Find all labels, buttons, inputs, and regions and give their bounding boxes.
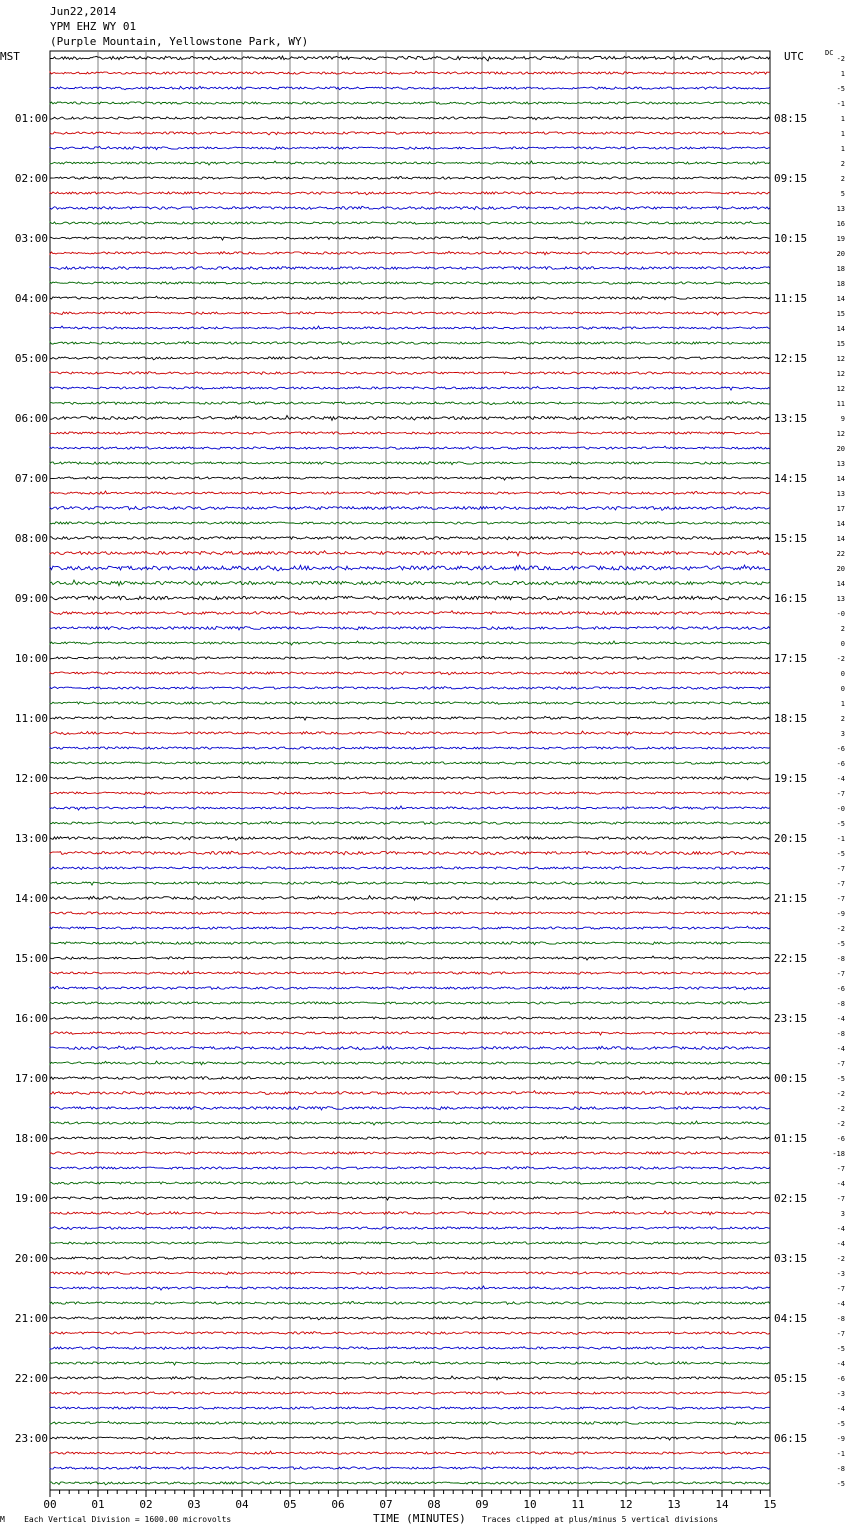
dc-offset-label: -6 [836, 1375, 845, 1383]
dc-offset-label: 1 [840, 145, 845, 153]
x-tick-label: 04 [235, 1498, 249, 1511]
dc-offset-label: -1 [836, 1450, 845, 1458]
dc-offset-label: 1 [840, 700, 845, 708]
seismic-trace [50, 656, 770, 659]
dc-offset-label: 1 [840, 115, 845, 123]
seismic-trace [50, 1272, 770, 1275]
right-hour-label: 05:15 [774, 1372, 808, 1385]
seismic-trace [50, 866, 770, 869]
dc-offset-label: -7 [836, 1060, 845, 1068]
dc-offset-label: -5 [836, 1345, 845, 1353]
seismic-trace [50, 296, 770, 300]
dc-offset-label: -4 [836, 1300, 845, 1308]
left-hour-label: 08:00 [14, 532, 48, 545]
seismic-trace [50, 491, 770, 494]
dc-offset-label: -8 [836, 1030, 845, 1038]
seismic-trace [50, 132, 770, 135]
dc-offset-label: 17 [836, 505, 845, 513]
dc-offset-label: -4 [836, 1180, 845, 1188]
seismic-trace [50, 551, 770, 556]
dc-offset-label: 19 [836, 235, 845, 243]
station-location: (Purple Mountain, Yellowstone Park, WY) [50, 35, 309, 48]
left-hour-label: 11:00 [14, 712, 48, 725]
seismic-trace [50, 1167, 770, 1170]
seismic-trace [50, 1031, 770, 1035]
dc-offset-label: -2 [836, 1120, 845, 1128]
seismic-trace [50, 716, 770, 720]
seismic-trace [50, 86, 770, 89]
x-tick-label: 09 [475, 1498, 489, 1511]
dc-offset-label: -2 [836, 655, 845, 663]
dc-offset-label: 20 [836, 565, 845, 573]
dc-offset-label: 12 [836, 370, 845, 378]
seismic-trace [50, 432, 770, 434]
seismic-trace [50, 912, 770, 914]
seismic-trace [50, 806, 770, 810]
left-hour-label: 05:00 [14, 352, 48, 365]
seismic-trace [50, 341, 770, 344]
dc-offset-label: -0 [836, 610, 845, 618]
seismic-trace [50, 762, 770, 764]
seismic-trace [50, 926, 770, 929]
right-hour-label: 03:15 [774, 1252, 808, 1265]
dc-offset-label: -5 [836, 850, 845, 858]
right-hour-label: 08:15 [774, 112, 808, 125]
right-hour-label: 01:15 [774, 1132, 808, 1145]
x-tick-label: 10 [523, 1498, 537, 1511]
dc-offset-label: 13 [836, 205, 845, 213]
seismic-trace [50, 626, 770, 630]
seismic-trace [50, 462, 770, 465]
station-id: YPM EHZ WY 01 [50, 20, 137, 33]
dc-offset-label: -6 [836, 985, 845, 993]
clip-note: Traces clipped at plus/minus 5 vertical divisions [482, 1515, 719, 1524]
seismic-trace [50, 971, 770, 974]
seismic-trace [50, 416, 770, 421]
dc-offset-label: 1 [840, 130, 845, 138]
seismic-trace [50, 372, 770, 375]
dc-offset-label: 0 [840, 685, 845, 693]
right-hour-label: 21:15 [774, 892, 808, 905]
dc-offset-label: 13 [836, 595, 845, 603]
seismic-trace [50, 611, 770, 615]
right-hour-label: 16:15 [774, 592, 808, 605]
dc-offset-label: 20 [836, 445, 845, 453]
seismic-trace [50, 117, 770, 120]
seismic-trace [50, 1196, 770, 1200]
dc-offset-label: -5 [836, 1480, 845, 1488]
dc-offset-label: 22 [836, 550, 845, 558]
dc-offset-label: -7 [836, 970, 845, 978]
left-hour-label: 16:00 [14, 1012, 48, 1025]
seismic-trace [50, 401, 770, 404]
dc-offset-label: -8 [836, 955, 845, 963]
right-hour-label: 02:15 [774, 1192, 808, 1205]
seismic-trace [50, 837, 770, 841]
dc-offset-label: -5 [836, 1075, 845, 1083]
dc-offset-label: -7 [836, 1285, 845, 1293]
x-tick-label: 03 [187, 1498, 201, 1511]
left-hour-label: 09:00 [14, 592, 48, 605]
dc-offset-label: -4 [836, 1045, 845, 1053]
left-hour-label: 13:00 [14, 832, 48, 845]
dc-offset-label: 12 [836, 430, 845, 438]
seismic-trace [50, 942, 770, 945]
dc-offset-label: -7 [836, 1330, 845, 1338]
left-timezone-label: MST [0, 50, 20, 63]
dc-offset-label: 12 [836, 355, 845, 363]
seismic-trace [50, 1002, 770, 1005]
seismic-trace [50, 1286, 770, 1290]
right-hour-label: 09:15 [774, 172, 808, 185]
dc-offset-label: 9 [840, 415, 845, 423]
dc-offset-label: -5 [836, 940, 845, 948]
dc-offset-label: 13 [836, 490, 845, 498]
seismic-trace [50, 1152, 770, 1155]
seismic-trace [50, 1436, 770, 1440]
x-tick-label: 11 [571, 1498, 585, 1511]
left-hour-label: 17:00 [14, 1072, 48, 1085]
seismic-trace [50, 1256, 770, 1259]
seismic-trace [50, 446, 770, 449]
dc-offset-label: 18 [836, 265, 845, 273]
right-hour-label: 04:15 [774, 1312, 808, 1325]
dc-offset-label: -7 [836, 790, 845, 798]
dc-offset-label: -7 [836, 895, 845, 903]
dc-offset-label: 13 [836, 460, 845, 468]
dc-offset-label: 5 [840, 190, 845, 198]
dc-offset-header: DC [825, 49, 834, 57]
dc-offset-label: -8 [836, 1315, 845, 1323]
right-hour-label: 23:15 [774, 1012, 808, 1025]
seismic-trace [50, 881, 770, 885]
seismic-trace [50, 146, 770, 149]
x-tick-label: 05 [283, 1498, 297, 1511]
seismic-trace [50, 1421, 770, 1425]
left-hour-label: 20:00 [14, 1252, 48, 1265]
right-hour-label: 00:15 [774, 1072, 808, 1085]
left-hour-label: 15:00 [14, 952, 48, 965]
dc-offset-label: 2 [840, 625, 845, 633]
left-hour-label: 03:00 [14, 232, 48, 245]
seismic-trace [50, 687, 770, 690]
dc-offset-label: -6 [836, 745, 845, 753]
seismic-trace [50, 251, 770, 255]
right-hour-label: 22:15 [774, 952, 808, 965]
x-tick-label: 15 [763, 1498, 777, 1511]
plot-date: Jun22,2014 [50, 5, 117, 18]
seismic-trace [50, 1317, 770, 1320]
dc-offset-label: -5 [836, 85, 845, 93]
seismic-trace [50, 476, 770, 480]
seismic-trace [50, 1392, 770, 1394]
dc-offset-label: -7 [836, 865, 845, 873]
right-hour-label: 14:15 [774, 472, 808, 485]
dc-offset-label: -5 [836, 1420, 845, 1428]
seismic-trace [50, 731, 770, 735]
dc-offset-label: 16 [836, 220, 845, 228]
dc-offset-label: -7 [836, 1165, 845, 1173]
dc-offset-label: 15 [836, 340, 845, 348]
seismic-trace [50, 236, 770, 240]
seismic-trace [50, 1106, 770, 1110]
right-hour-label: 13:15 [774, 412, 808, 425]
dc-offset-label: -8 [836, 1465, 845, 1473]
left-hour-label: 22:00 [14, 1372, 48, 1385]
x-tick-label: 00 [43, 1498, 57, 1511]
left-hour-label: 04:00 [14, 292, 48, 305]
left-hour-label: 01:00 [14, 112, 48, 125]
seismic-trace [50, 522, 770, 525]
seismic-trace [50, 206, 770, 209]
seismic-trace [50, 747, 770, 749]
dc-offset-label: -3 [836, 1390, 845, 1398]
seismic-trace [50, 1346, 770, 1349]
seismic-trace [50, 1136, 770, 1139]
left-hour-label: 06:00 [14, 412, 48, 425]
seismic-trace [50, 282, 770, 284]
dc-offset-label: -2 [836, 1255, 845, 1263]
dc-offset-label: -5 [836, 820, 845, 828]
seismic-trace [50, 1482, 770, 1485]
seismic-trace [50, 956, 770, 960]
dc-offset-label: -4 [836, 775, 845, 783]
left-hour-label: 19:00 [14, 1192, 48, 1205]
dc-offset-label: -1 [836, 100, 845, 108]
right-hour-label: 19:15 [774, 772, 808, 785]
dc-offset-label: -2 [836, 1090, 845, 1098]
x-tick-label: 02 [139, 1498, 153, 1511]
dc-offset-label: 2 [840, 715, 845, 723]
seismic-trace [50, 896, 770, 900]
seismic-trace [50, 1227, 770, 1230]
right-timezone-label: UTC [784, 50, 804, 63]
dc-offset-label: 14 [836, 475, 845, 483]
seismic-trace [50, 1376, 770, 1380]
x-tick-label: 13 [667, 1498, 681, 1511]
seismic-trace [50, 386, 770, 390]
dc-offset-label: 20 [836, 250, 845, 258]
left-hour-label: 23:00 [14, 1432, 48, 1445]
seismic-trace [50, 56, 770, 61]
seismic-trace [50, 312, 770, 315]
dc-offset-label: 2 [840, 160, 845, 168]
dc-offset-label: -4 [836, 1405, 845, 1413]
seismic-trace [50, 641, 770, 645]
dc-offset-label: -7 [836, 880, 845, 888]
dc-offset-label: 14 [836, 520, 845, 528]
dc-offset-label: 3 [840, 1210, 845, 1218]
scale-note [0, 1515, 231, 1524]
seismic-trace [50, 1046, 770, 1050]
dc-offset-label: -0 [836, 805, 845, 813]
seismic-trace [50, 1361, 770, 1365]
dc-offset-label: -4 [836, 1360, 845, 1368]
seismic-trace [50, 1332, 770, 1335]
dc-offset-label: -6 [836, 1135, 845, 1143]
seismic-trace [50, 702, 770, 705]
x-tick-label: 07 [379, 1498, 393, 1511]
left-hour-label: 07:00 [14, 472, 48, 485]
seismic-trace [50, 1121, 770, 1125]
right-hour-label: 11:15 [774, 292, 808, 305]
dc-offset-label: 18 [836, 280, 845, 288]
left-hour-label: 12:00 [14, 772, 48, 785]
x-axis-label: TIME (MINUTES) [373, 1512, 466, 1525]
x-tick-label: 14 [715, 1498, 729, 1511]
right-hour-label: 12:15 [774, 352, 808, 365]
seismic-trace [50, 1466, 770, 1469]
dc-offset-label: -2 [836, 55, 845, 63]
seismic-trace [50, 672, 770, 675]
scale-prefix: M [0, 1515, 5, 1524]
dc-offset-label: -4 [836, 1015, 845, 1023]
seismic-trace [50, 580, 770, 586]
dc-offset-label: -9 [836, 910, 845, 918]
dc-offset-label: 14 [836, 580, 845, 588]
dc-offset-label: -4 [836, 1240, 845, 1248]
dc-offset-label: -7 [836, 1195, 845, 1203]
seismic-trace [50, 1211, 770, 1215]
x-tick-label: 06 [331, 1498, 345, 1511]
dc-offset-label: 11 [836, 400, 845, 408]
right-hour-label: 10:15 [774, 232, 808, 245]
seismic-trace [50, 792, 770, 795]
seismic-trace [50, 326, 770, 329]
seismic-trace [50, 776, 770, 780]
left-hour-label: 10:00 [14, 652, 48, 665]
seismic-trace [50, 161, 770, 165]
dc-offset-label: -1 [836, 835, 845, 843]
right-hour-label: 06:15 [774, 1432, 808, 1445]
dc-offset-label: -8 [836, 1000, 845, 1008]
left-hour-label: 14:00 [14, 892, 48, 905]
seismic-trace [50, 192, 770, 195]
seismic-trace [50, 176, 770, 179]
right-hour-label: 17:15 [774, 652, 808, 665]
seismic-trace [50, 1077, 770, 1080]
seismic-trace [50, 71, 770, 74]
seismic-trace [50, 851, 770, 855]
dc-offset-label: -3 [836, 1270, 845, 1278]
seismic-trace [50, 1182, 770, 1185]
seismic-trace [50, 1017, 770, 1020]
dc-offset-label: 14 [836, 295, 845, 303]
seismic-trace [50, 267, 770, 270]
seismic-trace [50, 1061, 770, 1065]
seismic-trace [50, 1091, 770, 1095]
dc-offset-label: 12 [836, 385, 845, 393]
dc-offset-label: -2 [836, 925, 845, 933]
dc-offset-label: 2 [840, 175, 845, 183]
dc-offset-label: 15 [836, 310, 845, 318]
dc-offset-label: -18 [832, 1150, 845, 1158]
seismic-trace [50, 596, 770, 600]
x-tick-label: 01 [91, 1498, 105, 1511]
seismic-trace [50, 537, 770, 540]
seismic-trace [50, 1451, 770, 1454]
right-hour-label: 20:15 [774, 832, 808, 845]
left-hour-label: 18:00 [14, 1132, 48, 1145]
x-tick-label: 08 [427, 1498, 441, 1511]
left-hour-label: 21:00 [14, 1312, 48, 1325]
seismic-trace [50, 986, 770, 989]
seismic-trace [50, 1301, 770, 1304]
scale-note-text: Each Vertical Division = 1600.00 microvolts [24, 1515, 232, 1524]
seismic-trace [50, 565, 770, 571]
seismic-trace [50, 1407, 770, 1409]
dc-offset-label: 14 [836, 325, 845, 333]
dc-offset-label: -2 [836, 1105, 845, 1113]
seismic-trace [50, 102, 770, 104]
seismic-trace [50, 357, 770, 360]
seismic-trace [50, 821, 770, 824]
dc-offset-label: -6 [836, 760, 845, 768]
dc-offset-label: -4 [836, 1225, 845, 1233]
dc-offset-label: 3 [840, 730, 845, 738]
dc-offset-label: 0 [840, 670, 845, 678]
seismic-trace [50, 1242, 770, 1244]
dc-offset-label: 14 [836, 535, 845, 543]
dc-offset-label: 1 [840, 70, 845, 78]
left-hour-label: 02:00 [14, 172, 48, 185]
seismic-trace [50, 221, 770, 224]
dc-offset-label: 0 [840, 640, 845, 648]
right-hour-label: 15:15 [774, 532, 808, 545]
x-tick-label: 12 [619, 1498, 633, 1511]
right-hour-label: 18:15 [774, 712, 808, 725]
seismic-trace [50, 506, 770, 510]
dc-offset-label: -9 [836, 1435, 845, 1443]
